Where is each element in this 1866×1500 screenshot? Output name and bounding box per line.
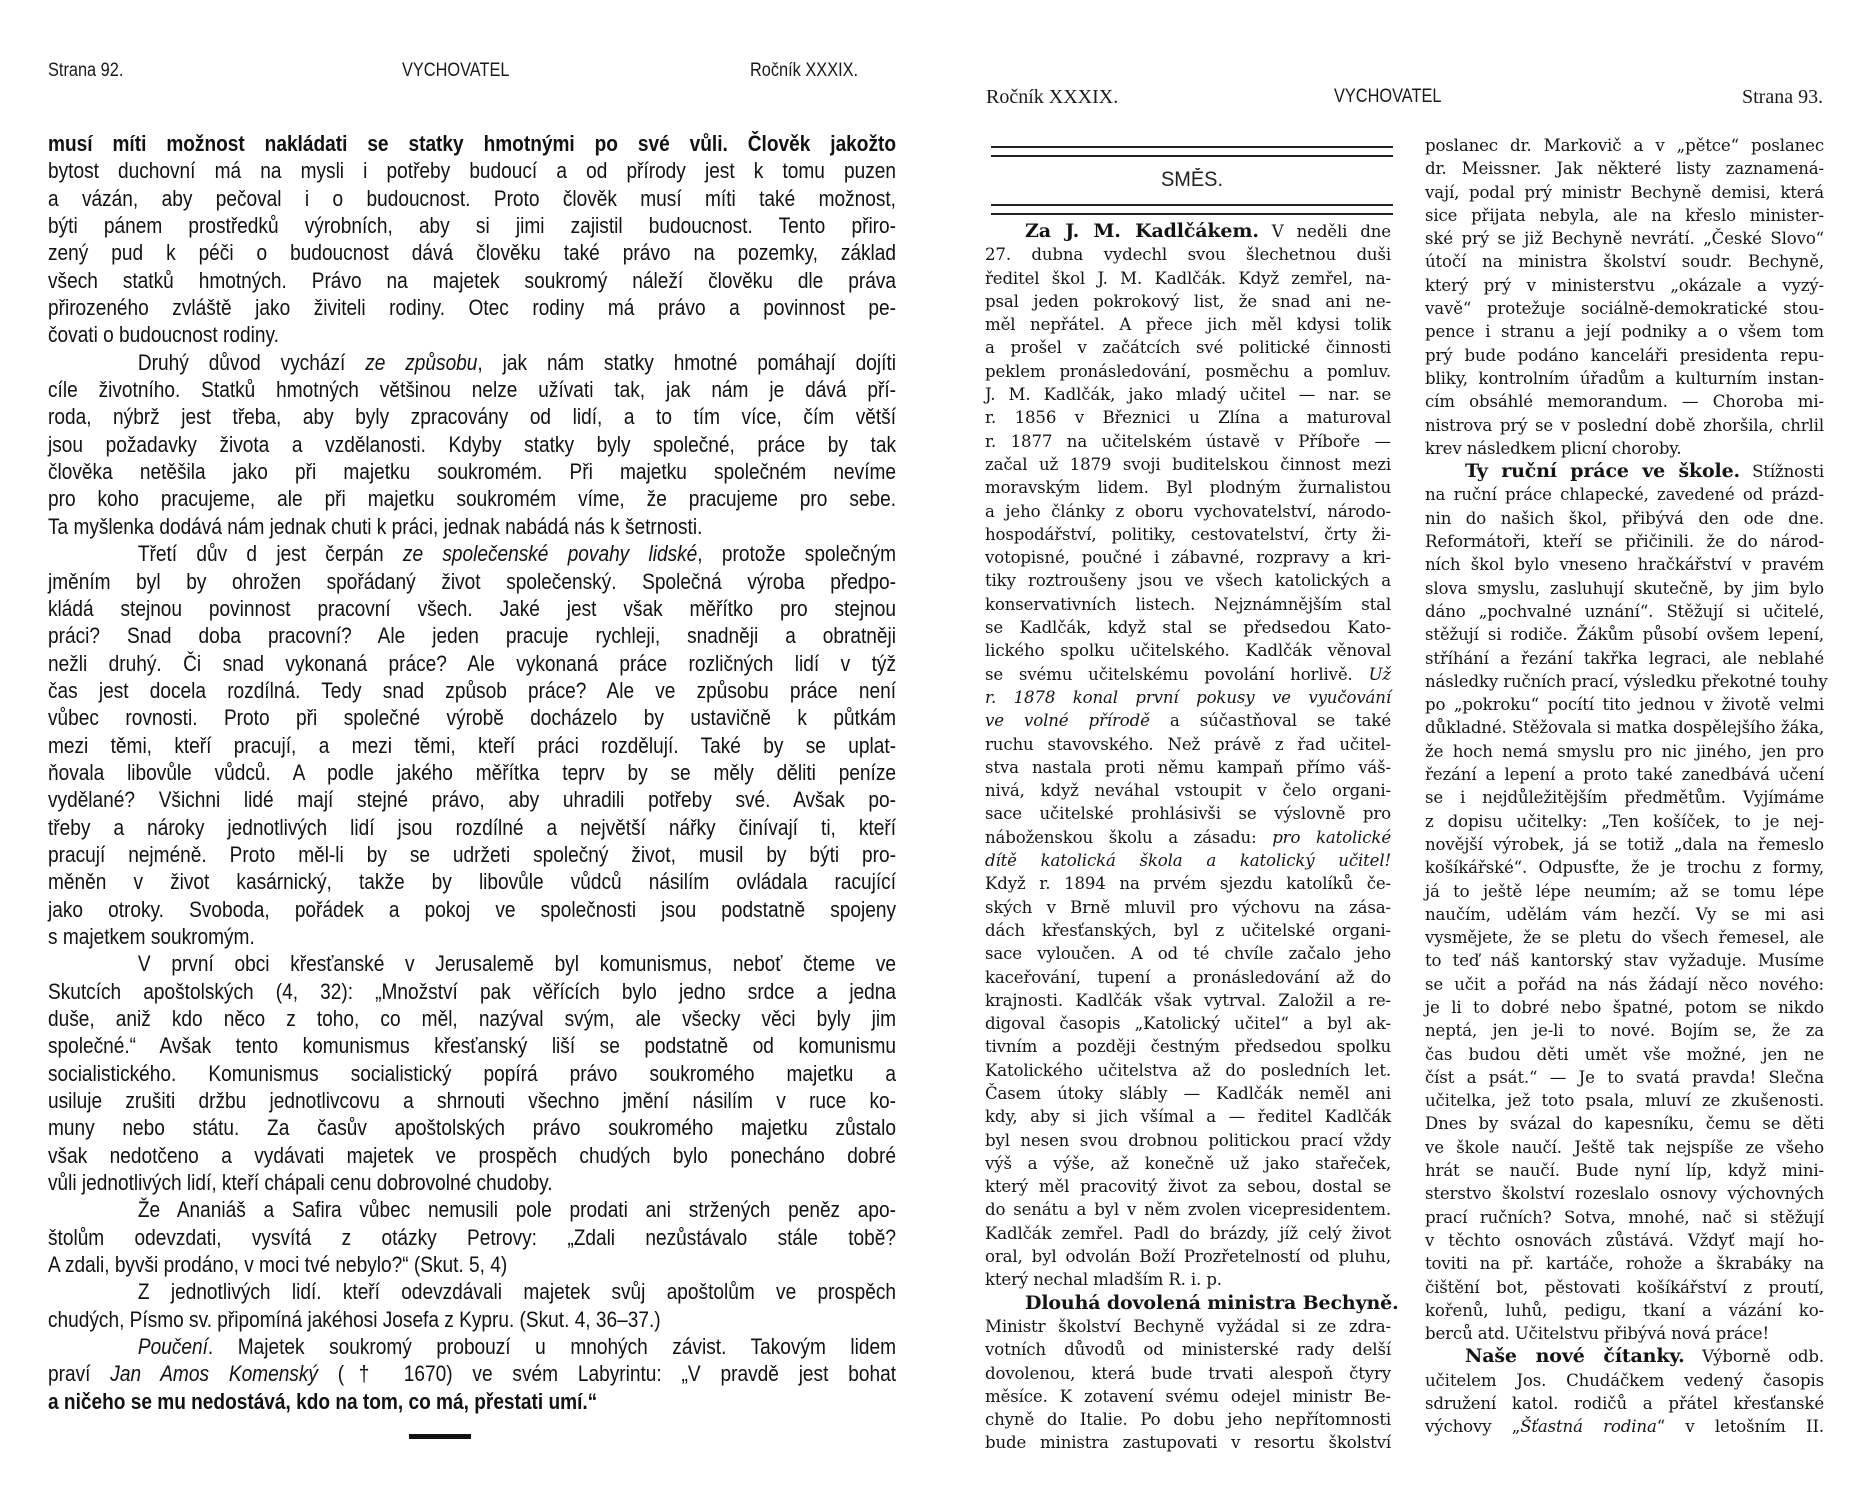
text-line: vají, podal prý ministr Bechyně demisi, která: [1425, 182, 1824, 202]
text-line: přirozeného zvláště jako živiteli rodiny. Otec rodiny má právo a povinnost pe-: [48, 295, 896, 321]
text-line: stěžují si rodiče. Žákům působí ovšem lepení,: [1425, 625, 1824, 645]
journal-title: VYCHOVATEL: [402, 60, 510, 81]
text-line: moravským lidem. Byl plodným žurnalistou: [985, 478, 1391, 498]
italic-text: r. 1878 konal první pokusy ve vyučování: [985, 687, 1391, 707]
text-line: na ruční práce chlapecké, zavedené od prázd-: [1425, 485, 1824, 505]
text-line: Ministr školství Bechyně vyžádal si ze zdra-: [985, 1316, 1391, 1336]
text-line: novější výrobek, já se totiž „dala na řemeslo: [1425, 834, 1824, 854]
end-rule-divider: [409, 1434, 471, 1439]
text-line: řezání a lepení a proto také zanedbává učení: [1425, 765, 1824, 785]
text-line: výš a výše, až konečně už jako stařeček,: [985, 1153, 1391, 1173]
text-line: nežli druhý. Či snad vykonaná práce? Ale vykonaná práce rozličných lidí v týž: [48, 650, 896, 676]
italic-text: ze způsobu: [365, 349, 478, 375]
text-line: [985, 849, 1391, 872]
text-line: vydělané? Všichni lidé mají stejné právo, aby uhradili potřeby své. Avšak po-: [48, 787, 896, 813]
text-line: s majetkem soukromým.: [48, 923, 255, 949]
section-title: SMĚS.: [1160, 168, 1224, 191]
text-line: že hoch nemá smyslu pro nic jiného, jen pro: [1425, 741, 1824, 761]
italic-text: ze společenské povahy lidské: [402, 541, 698, 567]
text-line: dách křesťanských, byl z učitelské organi-: [985, 920, 1391, 940]
volume-label: Ročník XXXIX.: [750, 60, 859, 81]
text-line: útočí na ministra školství soudr. Bechyně,: [1425, 252, 1824, 272]
text-line: oral, byl odvolán Boží Prozřetelností od pluhu,: [985, 1247, 1391, 1267]
text-line: práci? Snad doba pracovní? Ale jeden pracuje rychleji, snadněji a obratněji: [48, 623, 896, 649]
text-line: kdy, aby si jich všímal a — ředitel Kadlčák: [985, 1107, 1391, 1127]
text-line: který nechal mladším R. i. p.: [985, 1270, 1222, 1290]
text-line: pro koho pracujeme, ale při majetku soukromém víme, že pracujeme pro sebe.: [48, 486, 896, 512]
text-line: vůbec rovnosti. Proto při společné výrobě docházelo by ustavičně k půtkám: [48, 705, 896, 731]
text-line: 27. dubna vydechl svou šlechetnou duši: [985, 245, 1391, 265]
text-line: ských v Brně mluvil pro výchovu na zása-: [985, 897, 1391, 917]
text-line: chudých, Písmo sv. připomíná jakéhosi Josefa z Kypru. (Skut. 4, 36–37.): [48, 1306, 661, 1332]
news-item-heading: Dlouhá dovolená ministra Bechyně.: [1025, 1291, 1399, 1314]
text-line: je li to dobré nebo špatné, potom se nikdo: [1425, 997, 1824, 1017]
text-line: Za J. M. Kadlčákem. V neděli dne: [1025, 220, 1391, 242]
text-line: čovati o budoucnost rodiny.: [48, 322, 279, 348]
text-line: který prý v ministerstvu „okázale a vyzý-: [1425, 275, 1824, 295]
text-line: dáno „pochvalné uznání“. Stěžují si učitelé,: [1425, 601, 1824, 621]
text-line: a prošel v začátcích své politické činnosti: [985, 338, 1391, 358]
text-line: se i nejdůležitějším předmětům. Vyjímáme: [1425, 788, 1824, 808]
italic-text: Šťastná rodina: [1520, 1417, 1657, 1437]
text-line: krajnosti. Kadlčák však vytrval. Založil a re-: [985, 990, 1391, 1010]
text-line: poslanec dr. Markovič a v „pětce“ poslanec: [1425, 136, 1824, 155]
text-line: mezi těmi, kteří pracují, a mezi těmi, kteří práci rozdělují. Také by se uplat-: [48, 732, 896, 758]
italic-text: Už: [1368, 664, 1391, 684]
column-right: [1425, 134, 1828, 1439]
text-line: měněn v život kasárnický, takže by libovůle vůdců násilím ovládala racující: [48, 869, 896, 895]
text-line: následky ručních prací, výsledku překotné touhy: [1425, 671, 1828, 691]
text-line: Časem útoky slábly — Kadlčák neměl ani: [985, 1083, 1391, 1103]
text-line: Že Ananiáš a Safira vůbec nemusili pole prodati ani stržených peněz apo-: [137, 1197, 896, 1223]
text-line: a jeho články z oboru vychovatelství, národo-: [985, 501, 1391, 521]
text-line: se Kadlčák, když stal se předsedou Kato-: [985, 618, 1391, 638]
text-line: usiluje zrušiti držbu jednotlivcovu a shrnouti všechno jmění násilím v ruce ko-: [48, 1088, 896, 1114]
article-body: [48, 130, 896, 1415]
text-line: číst a psát.“ — Je to svatá pravda! Slečna: [1425, 1067, 1824, 1087]
text-line: čas jest docela rozdílná. Tedy snad způsob práce? Ale ve způsobu práce není: [48, 677, 896, 703]
text-line: konservativních listech. Nejznámnějším stal: [985, 594, 1391, 614]
text-line: ruchu stavovského. Než právě z řad učitel-: [985, 734, 1391, 754]
text-line: košíkářské“. Odpusťte, že je trochu z formy,: [1425, 858, 1824, 878]
text-line: bude ministra zastupovati v resortu školství: [985, 1433, 1391, 1453]
volume-label: Ročník XXXIX.: [986, 86, 1119, 108]
double-rule-top-2: [991, 155, 1393, 157]
text-line: ské prý se již Bechyně nevrátí. „České Slovo“: [1425, 229, 1824, 249]
text-line: Kadlčák zemřel. Padl do brázdy, jíž celý život: [985, 1223, 1391, 1243]
news-item-heading: Ty ruční práce ve škole.: [1465, 460, 1741, 483]
text-line: Dnes by svázal do kapesníku, čemu se děti: [1425, 1114, 1824, 1134]
text-line: ředitel škol J. M. Kadlčák. Když zemřel, na-: [985, 268, 1391, 288]
text-line: sice přijata nebyla, ale na křeslo minister-: [1425, 205, 1824, 225]
italic-text: Jan Amos Komenský: [110, 1361, 318, 1387]
news-item-heading: Naše nové čítanky.: [1465, 1345, 1685, 1368]
text-line: bliky, kontrolním úřadům a kulturním instan-: [1425, 368, 1824, 388]
text-line: Když r. 1894 na prvém sjezdu katolíků če-: [985, 874, 1391, 894]
text-line: nivá, když neváhal vstoupit v čelo organi-: [985, 781, 1391, 801]
text-line: jako otroky. Svoboda, pořádek a pokoj ve společnosti jsou podstatně spojeny: [48, 896, 896, 922]
text-line: Ta myšlenka dodává nám jednak chuti k práci, jednak nabádá nás k šetrnosti.: [48, 513, 703, 539]
text-line: prý bude podáno kanceláři presidenta repu-: [1425, 345, 1824, 365]
text-line: A zdali, byvši prodáno, v moci tvé nebylo?“ (Skut. 5, 4): [48, 1252, 508, 1278]
text-line: náboženskou školu a zásadu: pro katolické: [985, 827, 1391, 847]
text-line: chyně do Italie. Po dobu jeho nepřítomnosti: [985, 1410, 1391, 1430]
text-line: V první obci křesťanské v Jerusalemě byl komunismus, neboť čteme ve: [137, 951, 896, 977]
text-line: slova smyslu, zasluhují skutečně, by jim bylo: [1425, 578, 1824, 598]
text-line: měsíce. K zotavení svému odejel ministr Be-: [985, 1386, 1391, 1406]
text-line: společné.“ Avšak tento komunismus křesťanský liší se podstatně od komunismu: [48, 1033, 896, 1059]
text-line: člověka netěšila jako při majetku soukromém. Při majetku společném nevíme: [48, 459, 896, 485]
italic-text: Poučení: [137, 1334, 208, 1360]
text-line: se učit a pořád na nás žádají něco nového:: [1425, 974, 1824, 994]
italic-text: ve volné přírodě: [985, 711, 1150, 731]
text-line: neptá, jen je-li to nové. Bojím se, že za: [1425, 1021, 1824, 1041]
text-line: Skutcích apoštolských (4, 32): „Množství pak věřících bylo jedno srdce a jedna: [48, 978, 896, 1004]
text-line: Z jednotlivých lidí. kteří odevzdávali majetek svůj apoštolům ve prospěch: [137, 1279, 896, 1305]
text-line: kaceřování, tupení a pronásledování až do: [985, 967, 1391, 987]
page-number: Strana 93.: [1742, 86, 1824, 108]
text-line: peklem pronásledování, posměchu a pomluv.: [985, 361, 1391, 381]
text-line: učitelka, jež toto psala, mluví ze zkušenosti.: [1425, 1091, 1824, 1111]
text-line: r. 1856 v Březnici u Zlína a maturoval: [985, 408, 1391, 428]
text-line: kládá stejnou povinnost pracovní všech. Jaké jest však měřítko pro stejnou: [48, 595, 896, 621]
text-line: vysmějete, že se pletu do všech řemesel, ale: [1425, 928, 1824, 948]
text-line: to teď náš kantorský stav vyžaduje. Musíme: [1425, 951, 1824, 971]
text-line: musí míti možnost nakládati se statky hmotnými po své vůli. Člověk jakožto: [48, 131, 896, 156]
text-line: praví Jan Amos Komenský († 1670) ve svém Labyrintu: „V pravdě jest bohat: [48, 1361, 897, 1387]
section-header-box: [991, 146, 1393, 218]
double-rule-bottom-1: [991, 204, 1393, 206]
text-line: a ničeho se mu nedostává, kdo na tom, co má, přestati umí.“: [48, 1388, 598, 1414]
text-line: socialistického. Komunismus socialistický popírá právo soukromého majetku a: [48, 1060, 896, 1086]
text-line: jměním byl by ohrožen spořádaný život společenský. Společná výroba předpo-: [48, 568, 896, 594]
text-line: Druhý důvod vychází ze způsobu, jak nám statky hmotné pomáhají dojíti: [137, 349, 896, 375]
text-line: votních důvodů od ministerské rady delší: [985, 1340, 1391, 1360]
text-line: tivním a později čestným předsedou spolku: [985, 1037, 1391, 1057]
text-line: lického spolku učitelského. Kadlčák věnoval: [985, 641, 1391, 661]
text-line: čištění bot, pěstovati košíkářství z proutí,: [1425, 1277, 1824, 1297]
text-line: však nedotčeno a vydávati majetek ve prospěch chudých bylo ponecháno dobré: [48, 1142, 896, 1168]
column-left: [985, 220, 1399, 1455]
text-line: krev následkem plicní choroby.: [1425, 438, 1682, 458]
text-line: ňovala libovůle vůdců. A podle jakého měřítka teprv by se měly děliti peníze: [48, 759, 896, 785]
text-line: důkladné. Stěžovala si matka dospělejšího žáka,: [1425, 718, 1824, 738]
text-line: hrát se naučí. Bude nyní líp, když mini-: [1425, 1161, 1824, 1181]
journal-title: VYCHOVATEL: [1334, 86, 1442, 107]
text-line: čas budou děti umět vše možné, jen ne: [1425, 1044, 1824, 1064]
text-line: a vázán, aby pečoval i o budoucnost. Proto člověk musí míti také možnost,: [48, 185, 896, 211]
text-line: po „pokroku“ pocítí tito jednou v životě velmi: [1425, 695, 1824, 715]
text-line: psal jeden pokrokový list, že snad ani ne-: [985, 291, 1391, 311]
text-line: [985, 1291, 1399, 1315]
text-line: roda, nýbrž jest třeba, aby byly zpracovány od lidí, a to tím více, čím větší: [48, 404, 896, 430]
text-line: Naše nové čítanky. Výborně odb.: [1465, 1345, 1824, 1368]
text-line: nistrova prý se v poslední době zhoršila, chrlil: [1425, 415, 1824, 435]
text-line: kořenů, luhů, pedigu, tkaní a vázání ko-: [1425, 1300, 1824, 1320]
italic-text: pro katolické: [1272, 827, 1391, 847]
text-line: v těchto osnovách zůstává. Vždyť mají ho-: [1425, 1230, 1824, 1250]
text-line: dovolenou, která bude trvati alespoň čtyry: [985, 1363, 1391, 1383]
text-line: dr. Meissner. Jak některé listy zaznamená-: [1425, 159, 1824, 179]
text-line: pence i stranu a její podniky a o všem tom: [1425, 322, 1824, 342]
text-line: býti pánem prostředků výrobních, aby si jimi zajistil budoucnost. Tento přiro-: [48, 213, 896, 239]
text-line: tiky roztroušeny jsou ve všech katolických a: [985, 571, 1391, 591]
text-line: cím obsáhlé memorandum. — Choroba mi-: [1425, 392, 1824, 412]
double-rule-bottom-2: [991, 213, 1393, 215]
text-line: Katolického učitelstva až do posledních let.: [985, 1060, 1391, 1080]
text-line: měl nepřátel. A přece jich měl kdysi tolik: [985, 315, 1391, 335]
text-line: berců atd. Učitelstvu přibývá nová práce!: [1425, 1324, 1769, 1344]
page-number: Strana 92.: [48, 60, 124, 81]
text-line: byl nesen svou drobnou politickou prací vždy: [985, 1130, 1391, 1150]
text-line: se svému učitelskému povolání horlivě. Už: [985, 664, 1391, 684]
text-line: naučím, udělám vám hezčí. Vy se mi asi: [1425, 904, 1824, 924]
text-line: r. 1877 na učitelském ústavě v Příboře —: [985, 431, 1391, 451]
text-line: učitelem Jos. Chudáčkem vedený časopis: [1425, 1370, 1824, 1390]
text-line: všech statků hmotných. Právo na majetek soukromý náleží člověku dle práva: [48, 267, 896, 293]
text-line: Reformátoři, kteří se přičinili. že do národ-: [1425, 532, 1824, 552]
text-line: výchovy „Šťastná rodina“ v letošním II.: [1425, 1417, 1824, 1437]
text-line: sace vyloučen. A od té chvíle začalo jeho: [985, 944, 1391, 964]
news-item-heading: Za J. M. Kadlčákem.: [1025, 220, 1259, 242]
text-line: votopisné, poučné i zábavné, rozpravy a kri-: [985, 548, 1391, 568]
text-line: jsou požadavky života a vzdělanosti. Kdyby statky byly společné, práce by tak: [48, 431, 896, 457]
text-line: cíle životního. Statků hmotných většinou nelze užívati tak, jak nám je dává pří-: [48, 377, 896, 403]
text-line: sterstvo školství rozeslalo osnovy výchovných: [1425, 1184, 1824, 1204]
text-line: z dopisu učitelky: „Ten košíček, to je nej-: [1425, 811, 1824, 831]
text-line: štolům odevzdati, vysvítá z otázky Petrovy: „Zdali nezůstávalo stále tobě?: [48, 1224, 896, 1250]
text-line: do senátu a byl v něm zvolen vicepresidentem.: [985, 1200, 1391, 1220]
text-line: [985, 686, 1391, 709]
text-line: stříhání a řezání takřka legraci, ale neblahé: [1425, 648, 1824, 668]
text-line: bytost duchovní má na mysli i potřeby budoucí a od přírody jest k tomu puzen: [48, 158, 896, 184]
text-line: zený pud k péči o budoucnost dává člověku také právo na pozemky, základ: [48, 240, 896, 266]
text-line: sdružení katol. rodičů a přátel křesťanské: [1425, 1394, 1824, 1414]
text-line: Poučení. Majetek soukromý probouzí u mnohých závist. Takovým lidem: [137, 1334, 896, 1360]
text-line: Třetí dův d jest čerpán ze společenské povahy lidské, protože společným: [137, 541, 896, 567]
text-line: začal už 1879 svoji buditelskou činnost mezi: [985, 454, 1391, 474]
italic-text: dítě katolická škola a katolický učitel!: [985, 851, 1391, 871]
text-line: vůli jednotlivých lidí, kteří chápali cenu dobrovolné chudoby.: [48, 1170, 553, 1196]
text-line: hospodářství, politiky, cestovatelství, črty ži-: [985, 524, 1391, 544]
text-line: nin do našich škol, přibývá den ode dne.: [1425, 508, 1824, 528]
text-line: Ty ruční práce ve škole. Stížnosti: [1465, 460, 1824, 483]
text-line: duše, aniž kdo něco z toho, co měl, nazýval svým, ale všecky věci byly jim: [48, 1006, 896, 1031]
text-line: toviti na př. kartáče, rohože a škrabáky na: [1425, 1254, 1824, 1274]
text-line: třeby a nároky jednotlivých lidí jsou rozdílné a největší nářky činívají ti, kteří: [48, 814, 896, 840]
text-line: ních škol bylo vneseno hračkářství v pravém: [1425, 555, 1824, 575]
text-line: já to ještě lépe neumím; až se tomu lépe: [1425, 881, 1824, 901]
text-line: ve volné přírodě a súčastňoval se také: [985, 711, 1391, 731]
text-line: muny nebo státu. Za časův apoštolských právo soukromého majetku zůstalo: [48, 1115, 896, 1141]
text-line: J. M. Kadlčák, jako mladý učitel — nar. se: [985, 385, 1391, 405]
right-page: [966, 0, 1866, 1500]
text-line: digoval časopis „Katolický učitel“ a byl ak-: [985, 1014, 1391, 1034]
double-rule-top-1: [991, 146, 1393, 148]
text-line: prací ručních? Sotva, mnohé, nač si stěžují: [1425, 1207, 1824, 1227]
text-line: ve škole naučí. Ještě tak nejspíše ze všeho: [1425, 1137, 1824, 1157]
text-line: vavě“ protežuje sociálně-demokratické stou-: [1425, 299, 1824, 319]
text-line: který měl pracovitý život za sebou, dostal se: [985, 1177, 1391, 1197]
text-line: sace učitelské prohlásivši se výslovně pro: [985, 804, 1391, 824]
text-line: pracují nejméně. Proto měl-li by se udržeti společný život, musil by býti pro-: [48, 841, 896, 867]
text-line: stva nastala proti němu kampaň přímo váš-: [985, 757, 1391, 777]
